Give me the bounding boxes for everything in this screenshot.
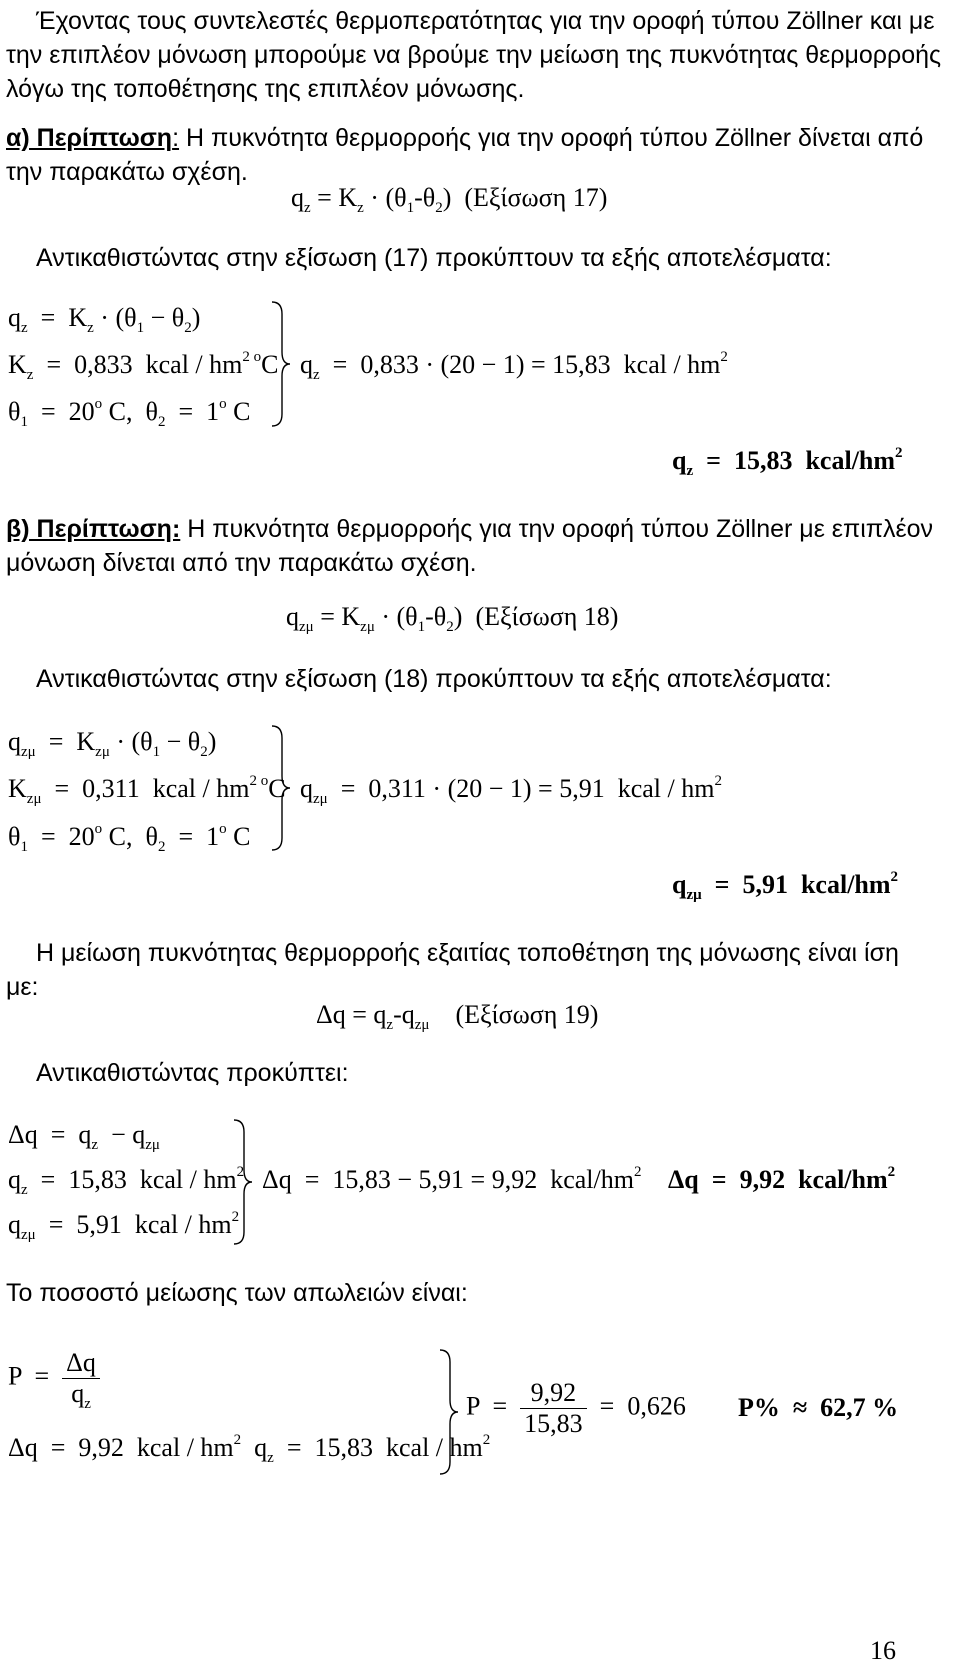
percent-formula: P = $\frac{\Delta q}{q_z}$: [8, 1348, 100, 1409]
reduction-substitution-text: Αντικαθιστώντας προκύπτει:: [36, 1059, 349, 1087]
reduction-formula: $\Delta q = q_z - q_{z\mu}$: [8, 1120, 160, 1153]
reduction-text-2: με:: [6, 973, 39, 1001]
page-number: 16: [870, 1636, 896, 1665]
case-a-k-value: $K_z = 0,833$ kcal / $hm^{2 o}C$: [8, 349, 279, 383]
reduction-qz-value: $q_z = 15,83$ kcal / $hm^2$: [8, 1164, 245, 1198]
equation-19: $\Delta q = q_z-q_{z\mu}$ (Εξίσωση 19): [316, 1000, 599, 1033]
case-a-result: $q_z = 15,83$ kcal/$hm^2$: [672, 445, 903, 479]
equation-18-label: (Εξίσωση 18): [475, 602, 619, 631]
percent-formula-fraction: $\frac{\Delta q}{q_z}$: [62, 1348, 100, 1409]
case-b-substitution-text: Αντικαθιστώντας στην εξίσωση (18) προκύπτουν τα εξής αποτελέσματα:: [36, 665, 832, 693]
case-a-calculation: $q_z = 0,833 \cdot (20 - 1) = 15,83$ kcal / $hm^2$: [300, 349, 728, 383]
case-b-text-2: μόνωση δίνεται από την παρακάτω σχέση.: [6, 549, 477, 577]
case-a-temperatures: $\theta_1 = 20^o$ C, $\theta_2 = 1^o$ C: [8, 396, 251, 430]
case-a-text-2: την παρακάτω σχέση.: [6, 158, 248, 186]
case-b-brace: [270, 724, 292, 854]
case-a-substitution-text: Αντικαθιστώντας στην εξίσωση (17) προκύπτουν τα εξής αποτελέσματα:: [36, 244, 832, 272]
reduction-text-1: Η μείωση πυκνότητας θερμορροής εξαιτίας τοποθέτηση της μόνωσης είναι ίση: [36, 939, 899, 967]
reduction-brace: [232, 1118, 254, 1248]
percent-calculation: P = $\frac{9,92}{15,83}$ = 0,626: [466, 1378, 686, 1438]
equation-19-label: (Εξίσωση 19): [455, 1000, 599, 1029]
case-b-paragraph-line-1: [6, 514, 933, 544]
case-b-heading: β) Περίπτωση:: [6, 515, 181, 543]
case-a-brace: [270, 300, 292, 430]
percent-calc-fraction: $\frac{9,92}{15,83}$: [520, 1378, 587, 1439]
intro-line-2: την επιπλέον μόνωση μπορούμε να βρούμε την μείωση της πυκνότητας θερμορροής: [6, 41, 942, 69]
case-b-calculation: $q_{z\mu} = 0,311 \cdot (20 - 1) = 5,91$ kcal / $hm^2$: [300, 773, 722, 807]
equation-17: $q_z = K_z \cdot (\theta_1-\theta_2)$ (Εξίσωση 17): [291, 183, 608, 216]
percent-values: Δq = 9,92 kcal / $hm^2$ $q_z = 15,83$ kcal / $hm^2$: [8, 1432, 491, 1466]
intro-line-1: Έχοντας τους συντελεστές θερμοπερατότητας για την οροφή τύπου Zöllner και με: [36, 7, 935, 35]
reduction-result: Δq = 9,92 kcal/$hm^2$: [668, 1164, 896, 1194]
case-a-text-1: Η πυκνότητα θερμορροής για την οροφή τύπου Zöllner δίνεται από: [179, 124, 924, 152]
percent-brace: [438, 1348, 460, 1478]
case-a-heading: α) Περίπτωση: [6, 124, 173, 152]
case-b-k-value: $K_{z\mu} = 0,311$ kcal / $hm^{2 o}C$: [8, 773, 286, 807]
percent-intro: Το ποσοστό μείωσης των απωλειών είναι:: [6, 1279, 468, 1307]
case-a-heading-colon: :: [172, 124, 180, 152]
reduction-qzm-value: $q_{z\mu} = 5,91$ kcal / $hm^2$: [8, 1209, 240, 1243]
percent-result: P% ≈ 62,7 %: [738, 1393, 899, 1422]
case-b-result: $q_{z\mu} = 5,91$ kcal/$hm^2$: [672, 869, 899, 903]
case-b-formula: $q_{z\mu} = K_{z\mu} \cdot (\theta_1 - \theta_2)$: [8, 727, 217, 760]
reduction-calculation: Δq = 15,83 − 5,91 = 9,92 kcal/$hm^2$: [262, 1164, 642, 1194]
case-b-temperatures: $\theta_1 = 20^o$ C, $\theta_2 = 1^o$ C: [8, 821, 251, 855]
case-a-formula: $q_z = K_z \cdot (\theta_1 - \theta_2)$: [8, 303, 201, 336]
intro-line-3: λόγω της τοποθέτησης της επιπλέον μόνωσης.: [6, 75, 525, 103]
equation-17-label: (Εξίσωση 17): [464, 183, 608, 212]
equation-18: $q_{z\mu} = K_{z\mu} \cdot (\theta_1-\theta_2)$ (Εξίσωση 18): [286, 602, 619, 635]
case-b-text-1: Η πυκνότητα θερμορροής για την οροφή τύπου Zöllner με επιπλέον: [180, 515, 934, 543]
case-a-paragraph-line-1: [6, 123, 923, 153]
